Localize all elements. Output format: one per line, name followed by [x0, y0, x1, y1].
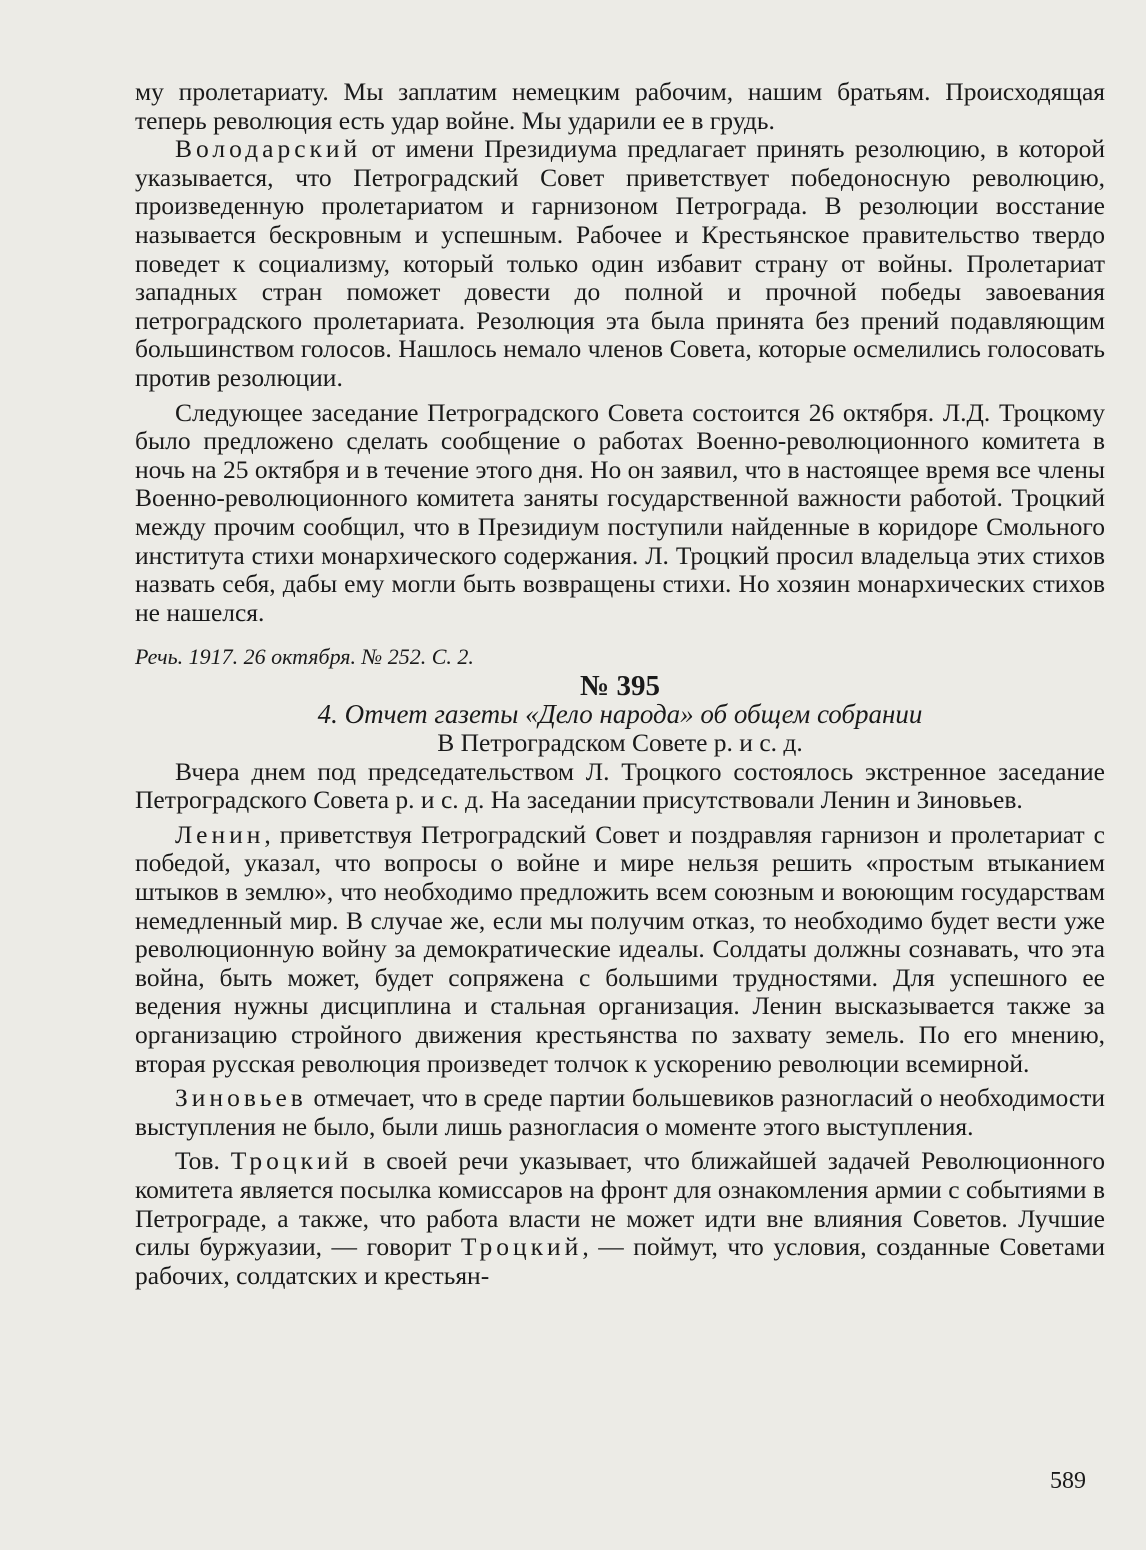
body-paragraph-3-text: отмечает, что в среде партии большевиков разногласий о необходимости выступления не было, были лишь разногласия о моменте этого выступления.	[135, 1083, 1105, 1141]
body-paragraph-4-end: , — поймут, что условия, созданные Советами рабочих, солдатских и крестьян-	[135, 1232, 1105, 1290]
speaker-lenin: Ленин	[175, 819, 265, 849]
page-number: 589	[1050, 1468, 1086, 1494]
body-paragraph-4	[135, 1147, 1105, 1290]
paragraph-1: му пролетариату. Мы заплатим немецким рабочим, нашим братьям. Происходящая теперь революция есть удар войне. Мы ударили ее в грудь.	[135, 77, 1105, 135]
paragraph-3: Следующее заседание Петроградского Совета состоится 26 октября. Л.Д. Троцкому было предложено сделать сообщение о работах Военно-революционного комитета в ночь на 25 октября и в течение этого дня. Но он заявил, что в настоящее время все члены Военно-революционного комитета заняты государственной важности работой. Троцкий между прочим сообщил, что в Президиум поступили найденные в коридоре Смольного института стихи монархического содержания. Л. Троцкий просил владельца этих стихов назвать себя, дабы ему могли быть возвращены стихи. Но хозяин монархических стихов не нашелся.	[135, 397, 1105, 627]
body-paragraph-4-pre: Тов.	[175, 1146, 231, 1176]
body-paragraph-3	[135, 1084, 1105, 1141]
document-title: 4. Отчет газеты «Дело народа» об общем собрании	[317, 699, 923, 730]
page-text	[135, 78, 1105, 1290]
body-paragraph-1: Вчера днем под председательством Л. Троцкого состоялось экстренное заседание Петроградского Совета р. и с. д. На заседании присутствовали Ленин и Зиновьев.	[135, 756, 1105, 815]
body-paragraph-2	[135, 821, 1105, 1078]
speaker-volodarsky: Володарский	[175, 134, 362, 164]
speaker-trotsky: Троцкий	[230, 1146, 353, 1176]
paragraph-2	[135, 135, 1105, 392]
paragraph-2-text: от имени Президиума предлагает принять резолюцию, в которой указывается, что Петроградский Совет приветствует победоносную революцию, произведенную пролетариатом и гарнизоном Петрограда. В резолюции восстание называется бескровным и успешным. Рабочее и Крестьянское правительство твердо поведет к социализму, который только один избавит страну от войны. Пролетариат западных стран поможет довести до полной и прочной победы завоевания петроградского пролетариата. Резолюция эта была принята без прений подавляющим большинством голосов. Нашлось немало членов Совета, которые осмелились голосовать против резолюции.	[135, 134, 1105, 392]
body-paragraph-2-text: , приветствуя Петроградский Совет и поздравляя гарнизон и пролетариат с победой, указал, что вопросы о войне и мире нельзя решить «простым втыканием штыков в землю», что необходимо предложить всем союзным и воюющим государствам немедленный мир. В случае же, если мы получим отказ, то необходимо будет вести уже революционную войну за демократические идеалы. Солдаты должны сознавать, что эта война, быть может, будет сопряжена с большими трудностями. Для успешного ее ведения нужны дисциплина и стальная организация. Ленин высказывается также за организацию стройного движения крестьянства по захвату земель. По его мнению, вторая русская революция произведет толчок к ускорению революции всемирной.	[135, 819, 1105, 1078]
speaker-trotsky-2: Троцкий	[460, 1232, 583, 1262]
source-citation: Речь. 1917. 26 октября. № 252. С. 2.	[135, 644, 474, 670]
speaker-zinoviev: Зиновьев	[175, 1083, 307, 1113]
document-number: № 395	[580, 669, 660, 702]
body-paragraph-4-mid: в своей речи указывает, что ближайшей задачей Революционного комитета является посылка комиссаров на фронт для ознакомления армии с событиями в Петрограде, а также, что работа власти не может идти вне влияния Советов. Лучшие силы буржуазии, — говорит	[135, 1146, 1105, 1262]
document-subtitle: В Петроградском Совете р. и с. д.	[437, 728, 803, 758]
